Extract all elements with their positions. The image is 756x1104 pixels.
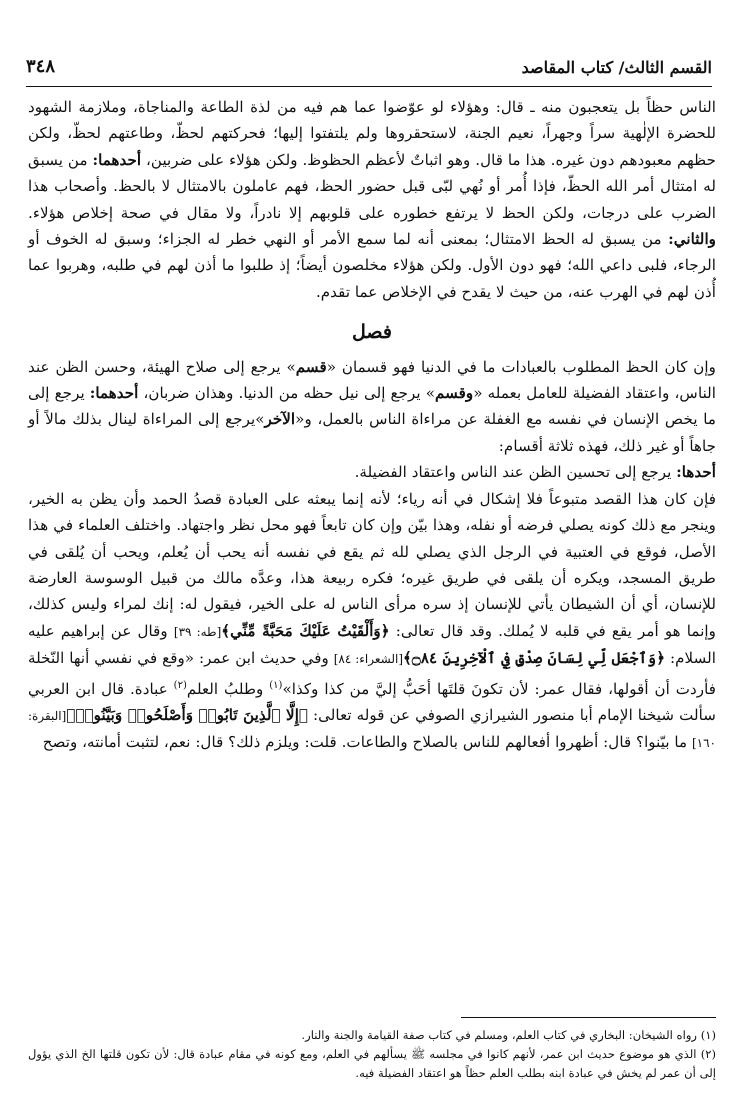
verse-ref-1: [طه: ٣٩] — [173, 624, 222, 639]
header-title: القسم الثالث/ كتاب المقاصد — [521, 58, 712, 77]
page-number: ٣٤٨ — [26, 56, 56, 77]
quran-verse-2: ﴿وَٱجْعَل لِّي لِسَانَ صِدْقٍ فِي ٱلْآخِرِينَ ۝٨٤﴾ — [403, 649, 666, 668]
footnote-1: (١) رواه الشيخان: البخاري في كتاب العلم، ومسلم في كتاب صفة القيامة والجنة والنار. — [301, 1028, 716, 1042]
footnotes — [28, 1026, 716, 1083]
p4-text-6: ما بيّنوا؟ قال: أظهروا أفعالهم للناس بالصلاح والطاعات. قلت: ويلزم ذلك؟ قال: نعم، لتثبت أمانته، وتصح — [42, 733, 692, 752]
p2-text-2: » يرجع إلى صلاح الهيئة، وحسن الظن عند الناس، واعتقاد الفضيلة للعامل بعمله « — [28, 357, 716, 403]
verse-ref-2: [الشعراء: ٨٤] — [333, 652, 404, 667]
p1-ahaduhuma: أحدهما: — [92, 150, 142, 169]
p1-text-2: من يسبق له امتثال أمر الله الحظّ، فإذا أُمر أو نُهي لبّى قبل حضور الحظ، فهم عاملون بالامتثال لا بالحظ. وأصحاب هذا الضرب على درجات، ولكن الحظ لا يرتفع خطوره على قلوبهم إلا نادراً، ولا مقال في صحة إخلاص هؤلاء. — [28, 150, 716, 222]
footnote-divider — [461, 1017, 716, 1018]
running-header — [26, 52, 712, 87]
section-heading: فصل — [352, 321, 392, 344]
footnote-marker-1[interactable]: (١) — [269, 679, 283, 691]
main-text — [28, 94, 716, 757]
p2-text-5: »يرجع إلى المراءاة لينال بذلك مالاً أو جاهاً أو غير ذلك، فهذه ثلاثة أقسام: — [28, 410, 716, 455]
verse-ref-3: [البقرة: ١٦٠] — [28, 709, 716, 751]
p4-text-1: فإن كان هذا القصد متبوعاً فلا إشكال في أنه رياء؛ لأنه إنما يبعثه على العبادة قصدُ الحمد وأن يظن به الخير، وينجر مع ذلك كونه يصلي فرضه أو نفله، وهذا بيّن وإن كان تابعاً فهو محل نظر واجتهاد. واختلف العلماء في هذا الأصل، فوقع في العتبية في الرجل الذي يصلي لله ثم يقع في نفسه أنه يحب أن يُعلم، ويحب أن يُلقى في طريق المسجد، ويكره أن يلقى في طريق غيره؛ فكره ربيعة هذا، وعدَّه مالك من قبيل الوسوسة العارضة للإنسان، أي أن الشيطان يأتي للإنسان إذ سره مرأى الناس له على الخير، فيقول له: إنك لمراء وليس كذلك، وإنما هو أمر يقع في قلبه لا يُملك. وقد قال تعالى: — [28, 489, 716, 640]
paragraph-3 — [28, 459, 716, 485]
p3-bold-1: أحدها: — [676, 463, 716, 482]
p4-text-2: وقال عن إبراهيم عليه السلام: — [28, 621, 716, 668]
p2-text-3: » يرجع إلى نيل حظه من الدنيا. وهذان ضربان، — [138, 384, 436, 403]
p2-text-1: وإن كان الحظ المطلوب بالعبادات ما في الدنيا فهو قسمان « — [326, 357, 716, 376]
paragraph-2 — [28, 354, 716, 460]
p2-bold-1: قسم — [295, 357, 327, 376]
footnote-2: (٢) الذي هو موضوع حديث ابن عمر، لأنهم كانوا في مجلسه ﷺ يسألهم في العلم، ومع كونه في مقام عبادة قال: لأن تكون قلتها الخ الذي يؤول إلى أن عمر لم يخش في عبادة ابنه بطلب العلم حظاً هو اعتقاد الفضيلة فيه. — [28, 1047, 716, 1080]
p2-bold-3: أحدهما: — [89, 384, 139, 403]
p2-bold-4: الآخر — [264, 410, 296, 429]
p1-text-3: من يسبق له الحظ الامتثال؛ بمعنى أنه لما سمع الأمر أو النهي خطر له الجزاء؛ وسبق له الخوف أو الرجاء، فلبى داعي الله؛ فهو دون الأول. ولكن هؤلاء مخلصون أيضاً؛ إذ طلبوا ما أذن لهم في طلبه، وهربوا عما أُذن لهم في الهرب عنه، من حيث لا يقدح في الإخلاص عما تقدم. — [28, 230, 716, 301]
p3-text-1: يرجع إلى تحسين الظن عند الناس واعتقاد الفضيلة. — [354, 463, 677, 482]
paragraph-1 — [28, 94, 716, 305]
p2-bold-2: وقسم — [435, 384, 474, 403]
p1-text-1: الناس حظاً بل يتعجبون منه ـ قال: وهؤلاء لو عوّضوا عما هم فيه من لذة الطاعة والمناجاة، وملازمة الشهود للحضرة الإلٰهية سراً وجهراً، نعيم الجنة، لاستحقروها ولم يلتفتوا إليها؛ فحركتهم لحظّ، وطاعتهم لحظّ، ولكن حظهم معبودهم دون غيره. هذا ما قال. وهو اثباتٌ لأعظم الحظوظ. ولكن هؤلاء على ضربين، — [28, 98, 716, 169]
p2-text-4: يرجع إلى ما يخص الإنسان في نفسه مع الغفلة عن مراءاة الناس بالعمل، و« — [28, 384, 716, 429]
p1-thani: والثاني: — [668, 230, 716, 249]
p4-text-3: وفي حديث ابن عمر: «وقع في نفسي أنها النّخلة فأردت أن أقولها، فقال عمر: لأن تكونَ قلتَها أحَبُّ إليَّ من كذا وكذا» — [28, 649, 716, 698]
footnote-marker-2[interactable]: (٢) — [173, 679, 187, 691]
p4-text-4: وطلبُ العلم — [186, 679, 270, 698]
quran-verse-3: ﴿إِلَّا ٱلَّذِينَ تَابُوا۟ وَأَصْلَحُوا۟ وَبَيَّنُوا۟﴾ — [66, 706, 309, 724]
p4-text-5: عبادة. قال ابن العربي سألت شيخنا الإمام أبا منصور الشيرازي الصوفي عن قوله تعالى: — [28, 679, 716, 724]
quran-verse-1: ﴿وَأَلْقَيْتُ عَلَيْكَ مَحَبَّةً مِّنِّي﴾ — [221, 621, 390, 640]
paragraph-4 — [28, 486, 716, 757]
